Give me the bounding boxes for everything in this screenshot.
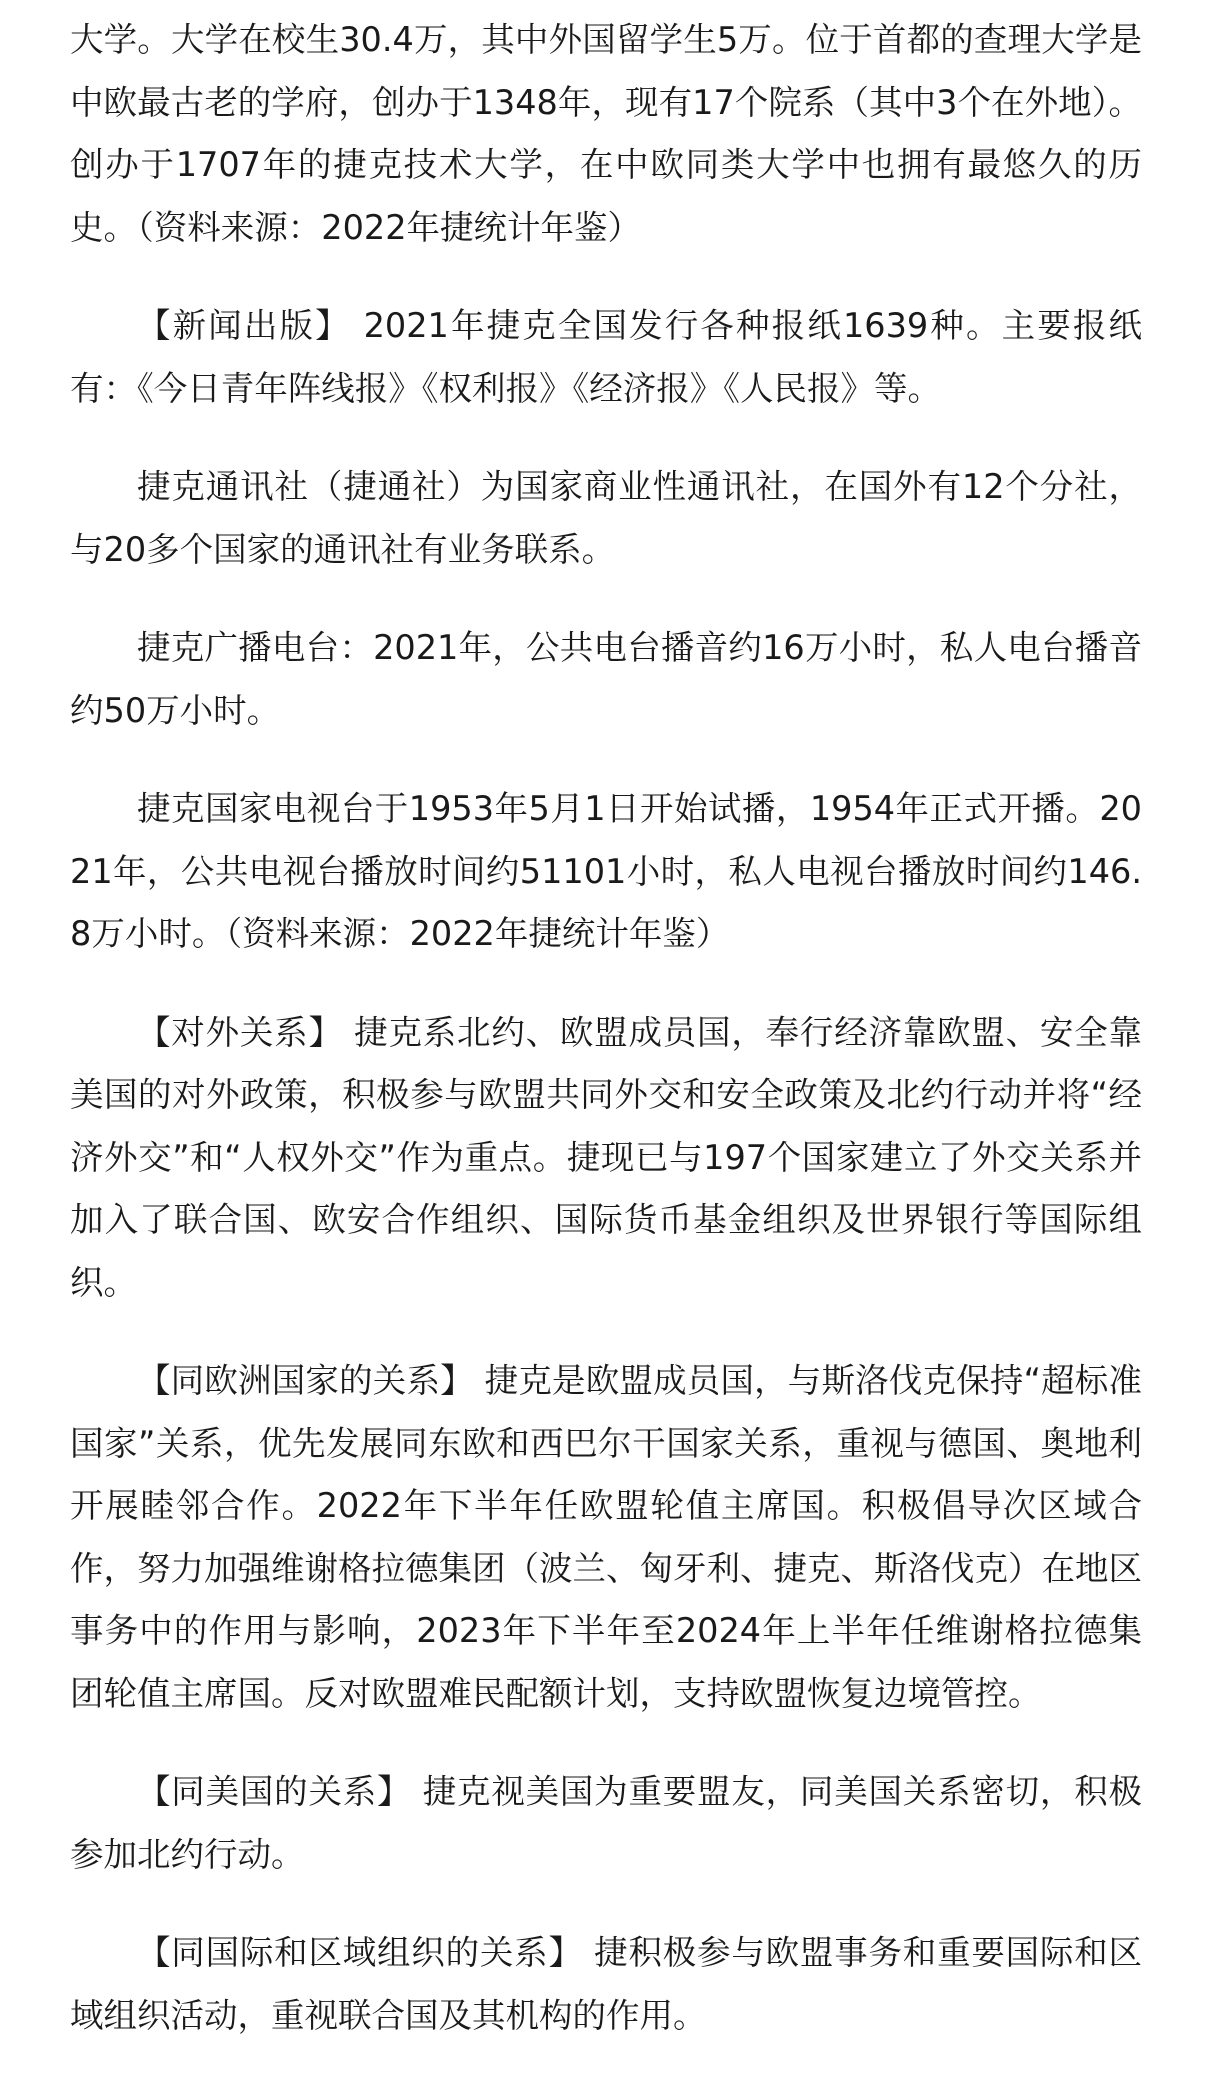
paragraph-text: 2021年捷克全国发行各种报纸1639种。主要报纸有：《今日青年阵线报》《权利报》《经济报》《人民报》等。 — [70, 306, 1142, 408]
paragraph-us-relations — [70, 1761, 1142, 1886]
paragraph-press — [70, 295, 1142, 420]
paragraph-text: 捷克通讯社（捷通社）为国家商业性通讯社，在国外有12个分社，与20多个国家的通讯社有业务联系。 — [70, 467, 1142, 569]
section-heading-europe-relations: 【同欧洲国家的关系】 — [137, 1361, 474, 1400]
paragraph-text: 大学。大学在校生30.4万，其中外国留学生5万。位于首都的查理大学是中欧最古老的学府，创办于1348年，现有17个院系（其中3个在外地）。创办于1707年的捷克技术大学，在中欧同类大学中也拥有最悠久的历史。（资料来源：2022年捷统计年鉴） — [70, 20, 1142, 247]
paragraph-europe-relations — [70, 1350, 1142, 1725]
section-heading-press: 【新闻出版】 — [137, 306, 351, 345]
paragraph-foreign-relations — [70, 1002, 1142, 1315]
paragraph-text: 捷克系北约、欧盟成员国，奉行经济靠欧盟、安全靠美国的对外政策，积极参与欧盟共同外交和安全政策及北约行动并将“经济外交”和“人权外交”作为重点。捷现已与197个国家建立了外交关系并加入了联合国、欧安合作组织、国际货币基金组织及世界银行等国际组织。 — [70, 1012, 1142, 1302]
document-page — [70, 0, 1142, 2047]
paragraph-text: 捷克视美国为重要盟友，同美国关系密切，积极参加北约行动。 — [70, 1772, 1143, 1874]
paragraph-radio — [70, 617, 1142, 742]
paragraph-education-continued — [70, 9, 1142, 259]
section-heading-us-relations: 【同美国的关系】 — [137, 1772, 412, 1811]
paragraph-text: 捷积极参与欧盟事务和重要国际和区域组织活动，重视联合国及其机构的作用。 — [70, 1933, 1143, 2035]
paragraph-text: 捷克国家电视台于1953年5月1日开始试播，1954年正式开播。2021年，公共电视台播放时间约51101小时，私人电视台播放时间约146.8万小时。（资料来源：2022年捷统计年鉴） — [70, 789, 1142, 953]
paragraph-text: 捷克是欧盟成员国，与斯洛伐克保持“超标准国家”关系，优先发展同东欧和西巴尔干国家关系，重视与德国、奥地利开展睦邻合作。2022年下半年任欧盟轮值主席国。积极倡导次区域合作，努力加强维谢格拉德集团（波兰、匈牙利、捷克、斯洛伐克）在地区事务中的作用与影响，2023年下半年至2024年上半年任维谢格拉德集团轮值主席国。反对欧盟难民配额计划，支持欧盟恢复边境管控。 — [70, 1361, 1142, 1713]
paragraph-news-agency — [70, 456, 1142, 581]
section-heading-foreign-relations: 【对外关系】 — [137, 1012, 343, 1052]
paragraph-text: 捷克广播电台：2021年，公共电台播音约16万小时，私人电台播音约50万小时。 — [70, 628, 1142, 730]
paragraph-television — [70, 778, 1142, 966]
section-heading-international-organizations: 【同国际和区域组织的关系】 — [137, 1933, 583, 1972]
paragraph-international-organizations — [70, 1922, 1142, 2047]
